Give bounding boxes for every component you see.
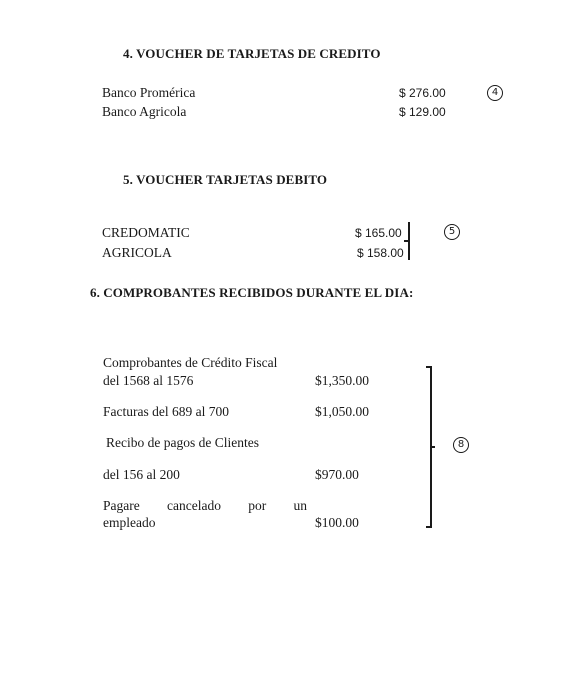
section-6-line-4-word-4: un (293, 498, 307, 513)
section-6-row-1-label: del 1568 al 1576 (103, 373, 194, 388)
section-4-row-2-name: Banco Agricola (102, 104, 187, 119)
section-6-row-1-amount: $1,350.00 (315, 373, 369, 388)
section-6-bracket-bottom (426, 526, 431, 528)
section-6-bracket-top (426, 366, 431, 368)
section-6-line-4-word-1: Pagare (103, 498, 140, 513)
section-6-row-4-amount: $100.00 (315, 515, 359, 530)
section-5-row-2-amount: $ 158.00 (357, 246, 404, 260)
section-5-row-1-name: CREDOMATIC (102, 225, 190, 240)
section-4-row-1-name: Banco Promérica (102, 85, 196, 100)
section-6-line-4-word-2: cancelado (167, 498, 221, 513)
section-6-circled-number: 8 (453, 437, 469, 453)
section-6-line-4 (103, 498, 307, 514)
section-4-circled-number: 4 (487, 85, 503, 101)
section-6-row-3-label: del 156 al 200 (103, 467, 180, 482)
section-4-heading: 4. VOUCHER DE TARJETAS DE CREDITO (123, 46, 381, 61)
section-5-row-2-name: AGRICOLA (102, 245, 172, 260)
section-5-row-1-amount: $ 165.00 (355, 226, 402, 240)
section-4-row-1-amount: $ 276.00 (399, 86, 446, 100)
section-5-bracket-tick (404, 240, 409, 242)
section-6-line-1: Comprobantes de Crédito Fiscal (103, 355, 278, 370)
section-6-row-2-label: Facturas del 689 al 700 (103, 404, 229, 419)
section-4-row-2-amount: $ 129.00 (399, 105, 446, 119)
section-6-row-3-amount: $970.00 (315, 467, 359, 482)
section-5-circled-number: 5 (444, 224, 460, 240)
section-5-heading: 5. VOUCHER TARJETAS DEBITO (123, 172, 328, 187)
section-6-line-4-word-3: por (248, 498, 267, 513)
section-6-bracket-tick (431, 446, 435, 448)
section-6-row-4-label: empleado (103, 515, 156, 530)
section-6-row-2-amount: $1,050.00 (315, 404, 369, 419)
section-6-line-3: Recibo de pagos de Clientes (106, 435, 259, 450)
section-6-heading: 6. COMPROBANTES RECIBIDOS DURANTE EL DIA: (90, 285, 414, 300)
